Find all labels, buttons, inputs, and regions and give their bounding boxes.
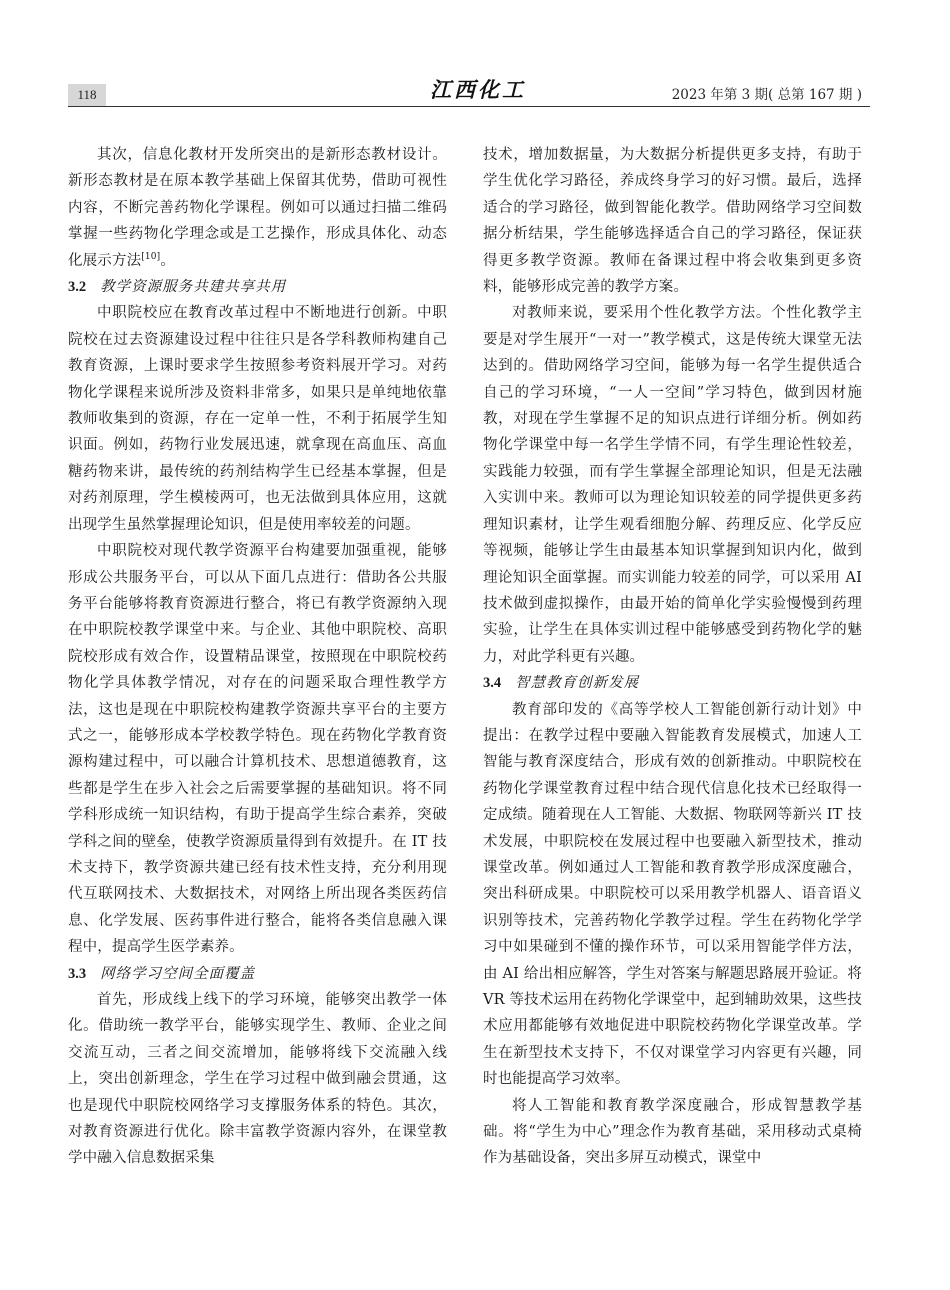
paragraph-resource-building: 中职院校应在教育改革过程中不断地进行创新。中职院校在过去资源建设过程中往往只是各学科教师构建自己教育资源，上课时要求学生按照参考资料展开学习。对药物化学课程来说所涉及资料非常多，如果只是单纯地依靠教师收集到的资源，存在一定单一性，不利于拓展学生知识面。例如，药物行业发展迅速，就拿现在高血压、高血糖药物来讲，最传统的药剂结构学生已经基本掌握，但是对药剂原理，学生模棱两可，也无法做到具体应用，这就出现学生虽然掌握理论知识，但是使用率较差的问题。 — [68, 305, 447, 533]
paragraph-platform: 中职院校对现代教学资源平台构建要加强重视，能够形成公共服务平台，可以从下面几点进行：借助各公共服务平台能够将教育资源进行整合，将已有教学资源纳入现在中职院校教学课堂中来。与企业、其他中职院校、高职院校形成有效合作，设置精品课堂，按照现在中职院校药物化学具体教学情况，对存在的问题采取合理性教学方法，这也是现在中职院校构建教学资源共享平台的主要方式之一，能够形成本学校教学特色。现在药物化学教育资源构建过程中，可以融合计算机技术、思想道德教育，这些都是学生在步入社会之后需要掌握的基础知识。将不同学科形成统一知识结构，有助于提高学生综合素养，突破学科之间的壁垒，使教学资源质量得到有效提升。在 IT 技术支持下，教学资源共建已经有技术性支持，充分利用现代互联网技术、大数据技术，对网络上所出现各类医药信息、化学发展、医药事件进行整合，能将各类信息融入课程中，提高学生医学素养。 — [68, 543, 447, 956]
paragraph-text: 其次，信息化教材开发所突出的是新形态教材设计。新形态教材是在原本教学基础上保留其优势，借助可视性内容，不断完善药物化学课程。例如可以通过扫描二维码掌握一些药物化学理念或是工艺操作，形成具体化、动态化展示方法 — [68, 147, 447, 269]
left-column — [68, 142, 447, 1172]
paragraph-continued: 技术，增加数据量，为大数据分析提供更多支持，有助于学生优化学习路径，养成终身学习的好习惯。最后，选择适合的学习路径，做到智能化教学。借助网络学习空间数据分析结果，学生能够选择适合自己的学习路径，保证获得更多教学资源。教师在备课过程中将会收集到更多资料，能够形成完善的教学方案。 — [483, 147, 862, 296]
paragraph-ai-fusion: 将人工智能和教育教学深度融合，形成智慧教学基础。将“学生为中心”理念作为教育基础，采用移动式桌椅作为基础设备，突出多屏互动模式，课堂中 — [483, 1097, 862, 1167]
section-heading-3-2 — [68, 274, 447, 300]
paragraph-personalized: 对教师来说，要采用个性化教学方法。个性化教学主要是对学生展开“一对一”教学模式，这是传统大课堂无法达到的。借助网络学习空间，能够为每一名学生提供适合自己的学习环境，“一人一空间”学习特色，做到因材施教，对现在学生掌握不足的知识点进行详细分析。例如药物化学课堂中每一名学生学情不同，有学生理论性较差，实践能力较强，而有学生掌握全部理论知识，但是无法融入实训中来。教师可以为理论知识较差的同学提供更多药理知识素材，让学生观看细胞分解、药理反应、化学反应等视频，能够让学生由最基本知识掌握到知识内化，做到理论知识全面掌握。而实训能力较差的同学，可以采用 AI 技术做到虚拟操作，由最开始的简单化学实验慢慢到药理实验，让学生在具体实训过程中能够感受到药物化学的魅力，对此学科更有兴趣。 — [483, 305, 862, 665]
header-rule — [68, 106, 870, 107]
section-number: 3.4 — [483, 675, 502, 692]
issue-info: 2023 年第 3 期( 总第 167 期 ) — [671, 87, 862, 103]
paragraph-smart-education: 教育部印发的《高等学校人工智能创新行动计划》中提出：在教学过程中要融入智能教育发展模式，加速人工智能与教育深度结合，形成有效的创新推动。中职院校在药物化学课堂教育过程中结合现代信息化技术已经取得一定成绩。随着现在人工智能、大数据、物联网等新兴 IT 技术发展，中职院校在发展过程中也要融入新型技术，推动课堂改革。例如通过人工智能和教育教学形成深度融合，突出科研成果。中职院校可以采用教学机器人、语音语义识别等技术，完善药物化学教学过程。学生在药物化学学习中如果碰到不懂的操作环节，可以采用智能学伴方法，由 AI 给出相应解答，学生对答案与解题思路展开验证。将 VR 等技术运用在药物化学课堂中，起到辅助效果，这些技术应用都能够有效地促进中职院校药物化学课堂改革。学生在新型技术支持下，不仅对课堂学习内容更有兴趣，同时也能提高学习效率。 — [483, 701, 862, 1088]
section-number: 3.3 — [68, 965, 87, 982]
page-number: 118 — [68, 84, 106, 106]
citation-ref[interactable]: [10] — [141, 251, 161, 262]
section-title: 网络学习空间全面覆盖 — [100, 965, 256, 982]
page-header — [0, 0, 950, 110]
section-number: 3.2 — [68, 279, 87, 296]
journal-logo: 江西化工 — [430, 77, 526, 102]
section-title: 智慧教育创新发展 — [515, 675, 640, 692]
section-title: 教学资源服务共建共享共用 — [100, 279, 287, 296]
paragraph-online-offline: 首先，形成线上线下的学习环境，能够突出教学一体化。借助统一教学平台，能够实现学生、教师、企业之间交流互动，三者之间交流增加，能够将线下交流融入线上，突出创新理念，学生在学习过程中做到融会贯通，这也是现代中职院校网络学习支撑服务体系的特色。其次，对教育资源进行优化。除丰富教学资源内容外，在课堂教学中融入信息数据采集 — [68, 992, 447, 1167]
section-heading-3-4 — [483, 670, 862, 696]
paragraph-new-textbook — [68, 142, 447, 274]
section-heading-3-3 — [68, 961, 447, 987]
right-column — [483, 142, 862, 1172]
paragraph-end: 。 — [160, 252, 175, 269]
